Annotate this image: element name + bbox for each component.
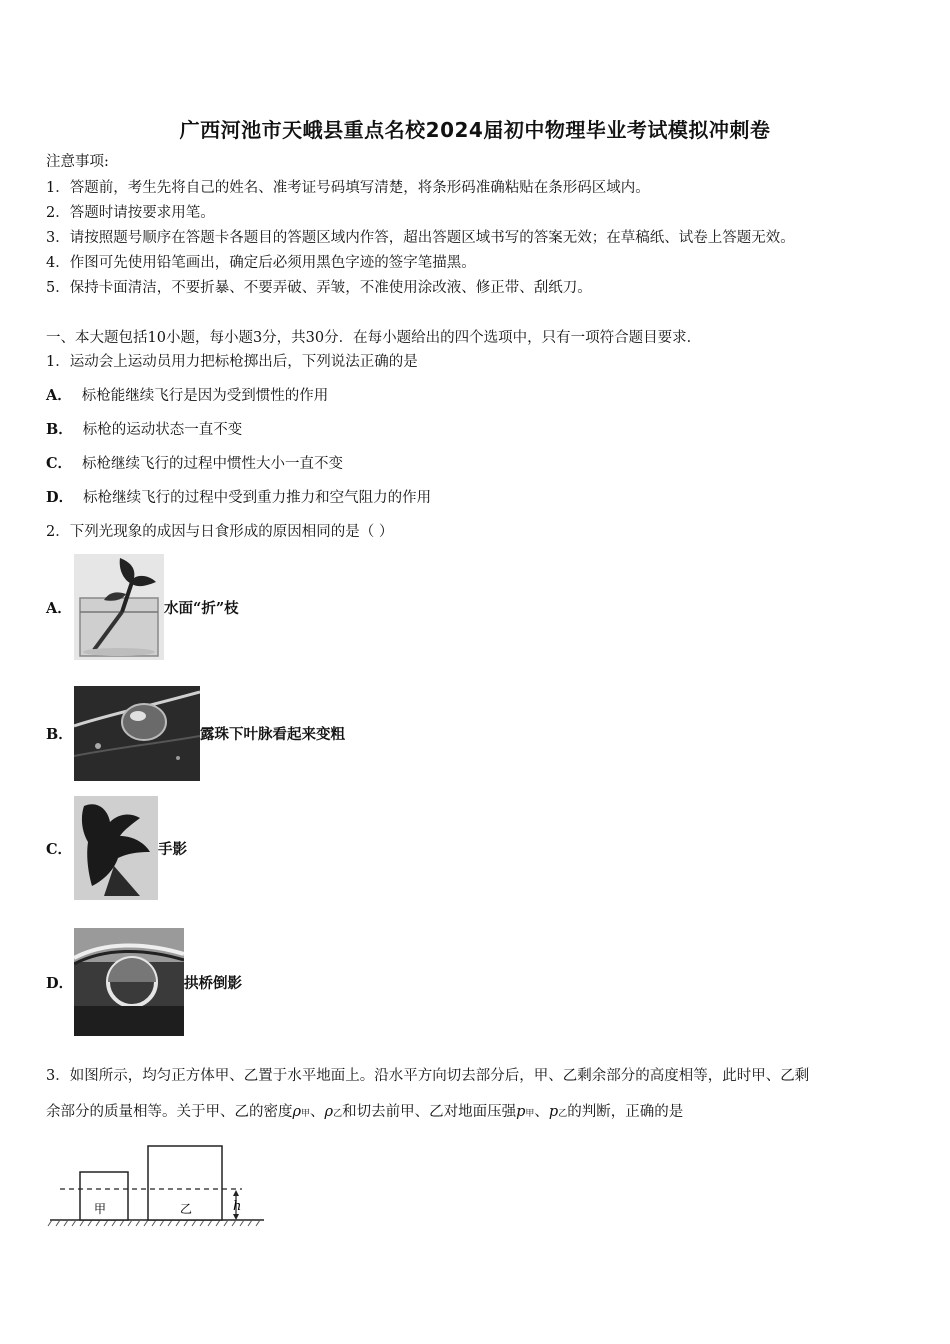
bridge-reflection-photo [74, 928, 184, 1036]
separator: 、 [534, 1104, 549, 1120]
subscript-jia: 甲 [301, 1109, 311, 1119]
q2-stem: 2．下列光现象的成因与日食形成的原因相同的是（ ） [46, 524, 394, 540]
q3-stem-line1: 3．如图所示，均匀正方体甲、乙置于水平地面上。沿水平方向切去部分后，甲、乙剩余部分的高度相等，此时甲、乙剩 [46, 1068, 810, 1084]
option-label: B． [46, 421, 73, 438]
subscript-yi: 乙 [333, 1109, 343, 1119]
option-label: D． [46, 974, 74, 992]
ground-hatch [48, 1220, 260, 1226]
p-symbol: p [548, 1104, 559, 1120]
label-jia: 甲 [93, 1202, 107, 1216]
section-heading: 一、本大题包括10小题，每小题3分，共30分．在每小题给出的四个选项中，只有一项符合题目要求． [46, 330, 702, 346]
q1-option-a [46, 386, 328, 406]
notice-item: 4．作图可先使用铅笔画出，确定后必须用黑色字迹的签字笔描黑。 [46, 255, 476, 271]
label-h: h [233, 1199, 242, 1214]
rho-symbol: ρ [324, 1104, 334, 1120]
q3-text: 的判断，正确的是 [567, 1104, 684, 1120]
q2-option-d [46, 928, 242, 1036]
notice-item: 3．请按照题号顺序在答题卡各题目的答题区域内作答，超出答题区域书写的答案无效；在草稿纸、试卷上答题无效。 [46, 230, 795, 246]
notice-item: 5．保持卡面清洁，不要折暴、不要弄破、弄皱，不准使用涂改液、修正带、刮纸刀。 [46, 280, 592, 296]
q3-text: 余部分的质量相等。关于甲、乙的密度 [46, 1104, 293, 1120]
option-label: C． [46, 840, 73, 858]
q2-option-b [46, 686, 345, 781]
option-text: 标枪继续飞行的过程中惯性大小一直不变 [82, 456, 344, 472]
q3-text: 和切去前甲、乙对地面压强 [342, 1104, 517, 1120]
option-caption: 露珠下叶脉看起来变粗 [200, 726, 345, 743]
q1-option-c [46, 454, 343, 474]
page-title: 广西河池市天峨县重点名校2024届初中物理毕业考试模拟冲刺卷 [179, 118, 771, 142]
option-caption: 拱桥倒影 [184, 974, 242, 992]
option-caption: 水面“折”枝 [164, 599, 239, 617]
option-label: C． [46, 455, 73, 472]
dew-drop-photo [74, 686, 200, 781]
option-text: 标枪继续飞行的过程中受到重力推力和空气阻力的作用 [83, 490, 432, 506]
q1-stem: 1．运动会上运动员用力把标枪掷出后，下列说法正确的是 [46, 354, 418, 370]
notice-item: 2．答题时请按要求用笔。 [46, 205, 215, 221]
option-label: D． [46, 489, 74, 506]
option-caption: 手影 [158, 840, 187, 858]
option-label: B． [46, 726, 73, 743]
label-yi: 乙 [179, 1202, 193, 1216]
branch-in-water-photo [74, 554, 164, 660]
q2-option-c [46, 796, 187, 900]
option-text: 标枪的运动状态一直不变 [82, 422, 243, 438]
option-label: A． [46, 599, 72, 617]
q1-option-d [46, 488, 431, 508]
separator: 、 [310, 1104, 325, 1120]
q2-option-a [46, 554, 239, 660]
p-symbol: p [516, 1104, 526, 1120]
subscript-jia: 甲 [525, 1109, 535, 1119]
cubes-figure [46, 1140, 268, 1232]
notice-item: 1．答题前，考生先将自己的姓名、准考证号码填写清楚，将条形码准确粘贴在条形码区域内。 [46, 180, 650, 196]
q3-stem-line2 [46, 1102, 683, 1124]
hand-shadow-photo [74, 796, 158, 900]
q1-option-b [46, 420, 242, 440]
option-label: A． [46, 387, 72, 404]
option-text: 标枪能继续飞行是因为受到惯性的作用 [81, 388, 329, 404]
rho-symbol: ρ [292, 1104, 302, 1120]
subscript-yi: 乙 [558, 1109, 568, 1119]
notice-heading: 注意事项: [46, 154, 109, 170]
